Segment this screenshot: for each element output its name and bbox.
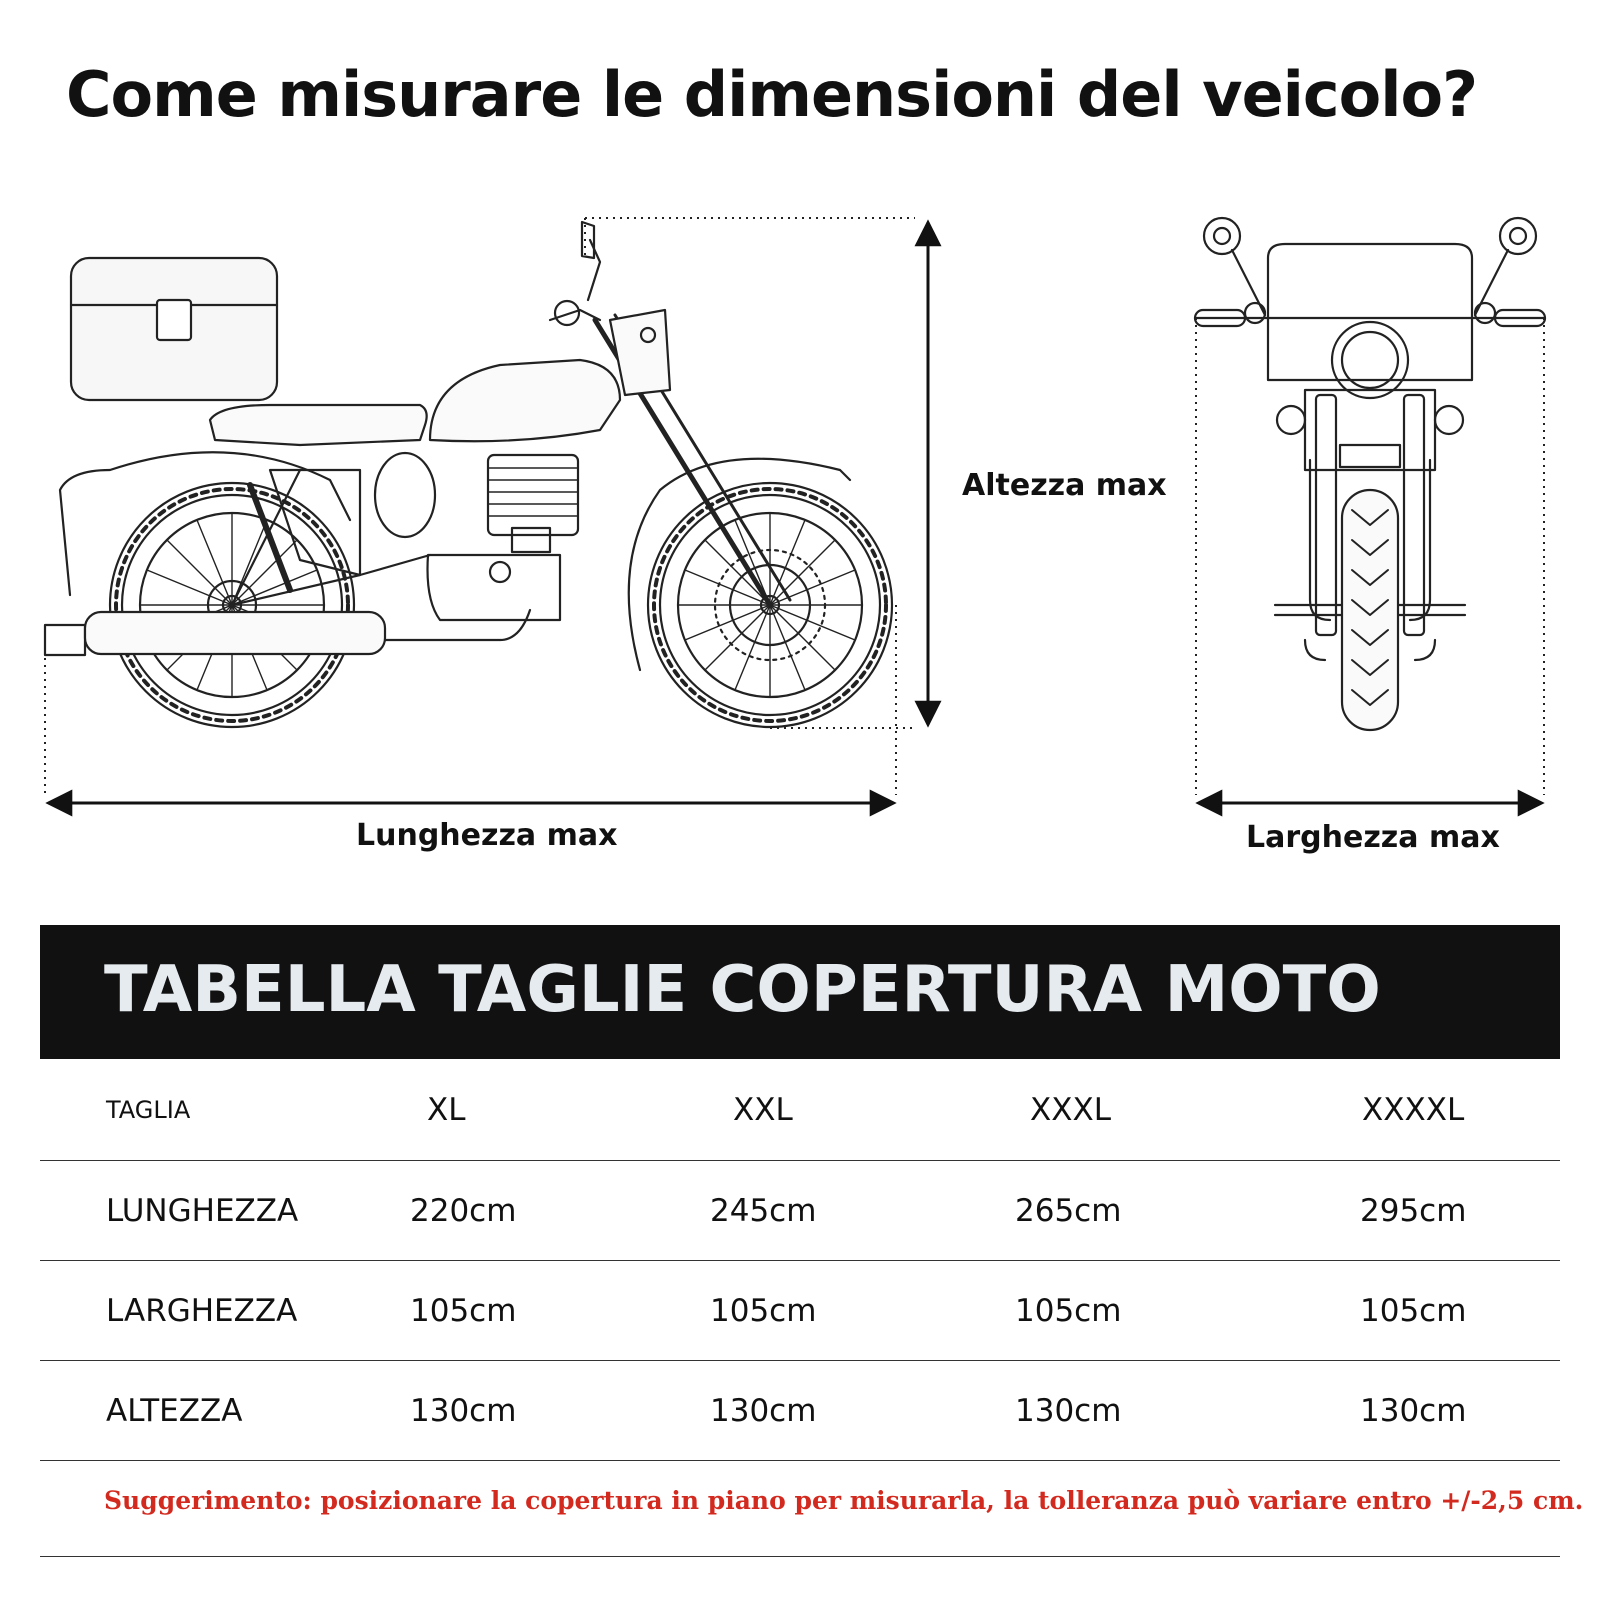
measurement-tip: Suggerimento: posizionare la copertura in piano per misurarla, la tolleranza può variare entro +/-2,5 cm. (104, 1486, 1584, 1515)
header-label: TAGLIA (106, 1095, 191, 1124)
table-header-row (40, 1059, 1560, 1161)
size-chart-banner (40, 925, 1560, 1059)
table-cell: 130cm (410, 1392, 517, 1429)
front-view-motorcycle-icon (1195, 218, 1545, 730)
table-cell: 105cm (410, 1292, 517, 1329)
motorcycle-measurement-diagram (0, 180, 1600, 880)
row-label: LUNGHEZZA (106, 1192, 299, 1229)
size-xxl: XXL (733, 1091, 793, 1128)
row-label: LARGHEZZA (106, 1292, 298, 1329)
table-cell: 130cm (710, 1392, 817, 1429)
table-cell: 105cm (1015, 1292, 1122, 1329)
length-label: Lunghezza max (356, 818, 618, 853)
side-view-motorcycle-icon (45, 222, 892, 727)
table-cell: 105cm (1360, 1292, 1467, 1329)
banner-title: TABELLA TAGLIE COPERTURA MOTO (104, 953, 1381, 1027)
page-title: Come misurare le dimensioni del veicolo? (66, 58, 1478, 131)
size-xl: XL (427, 1091, 466, 1128)
table-cell: 130cm (1360, 1392, 1467, 1429)
size-xxxl: XXXL (1030, 1091, 1111, 1128)
table-row (40, 1161, 1560, 1261)
table-row (40, 1261, 1560, 1361)
size-table (40, 1059, 1560, 1461)
size-xxxxl: XXXXL (1362, 1091, 1465, 1128)
table-row (40, 1361, 1560, 1461)
table-cell: 220cm (410, 1192, 517, 1229)
table-cell: 265cm (1015, 1192, 1122, 1229)
table-cell: 130cm (1015, 1392, 1122, 1429)
table-cell: 295cm (1360, 1192, 1467, 1229)
bottom-divider (40, 1556, 1560, 1557)
table-cell: 245cm (710, 1192, 817, 1229)
row-label: ALTEZZA (106, 1392, 243, 1429)
height-label: Altezza max (962, 468, 1167, 503)
table-cell: 105cm (710, 1292, 817, 1329)
width-label: Larghezza max (1246, 820, 1500, 855)
